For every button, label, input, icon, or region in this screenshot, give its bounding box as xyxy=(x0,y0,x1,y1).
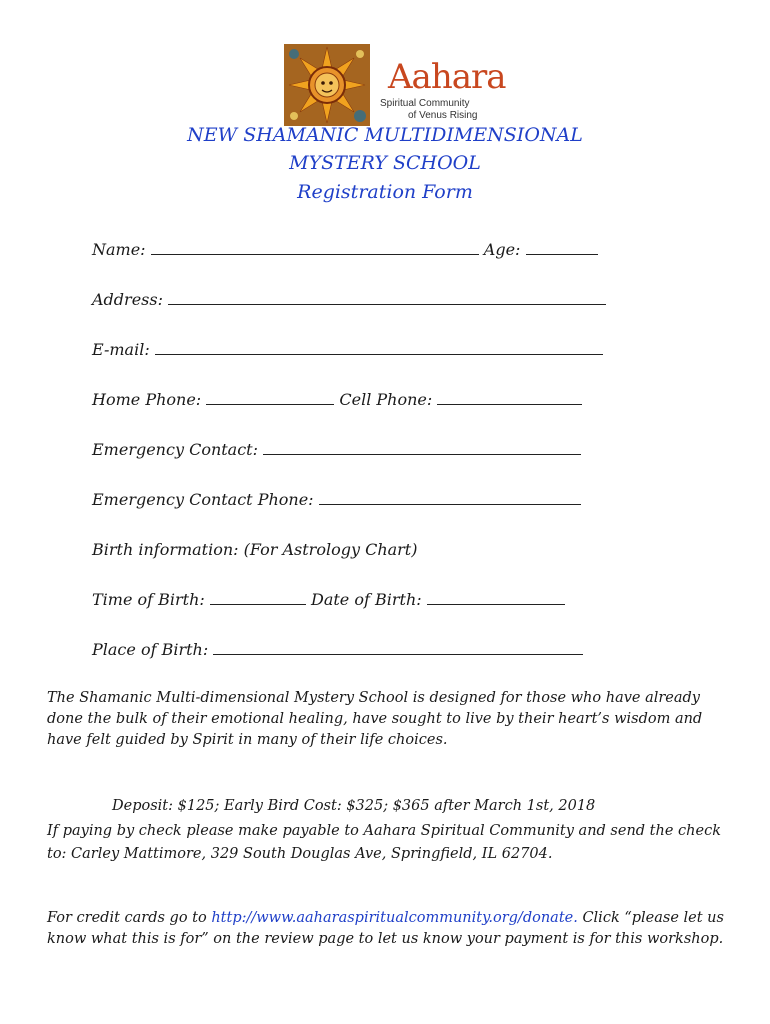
donate-link[interactable]: http://www.aaharaspiritualcommunity.org/donate. xyxy=(211,910,578,926)
form-title-line2: MYSTERY SCHOOL xyxy=(289,152,481,174)
birth-info-heading: Birth information: (For Astrology Chart) xyxy=(92,540,418,559)
pricing-line: Deposit: $125; Early Bird Cost: $325; $365 after March 1st, 2018 xyxy=(112,798,596,814)
date-of-birth-label: Date of Birth: xyxy=(311,590,422,609)
time-of-birth-field[interactable] xyxy=(210,590,306,605)
credit-card-paragraph xyxy=(47,908,737,950)
form-title-line3: Registration Form xyxy=(297,181,473,203)
time-of-birth-label: Time of Birth: xyxy=(92,590,205,609)
name-label: Name: xyxy=(92,240,146,259)
cell-phone-label: Cell Phone: xyxy=(339,390,433,409)
email-row xyxy=(92,340,603,359)
emergency-contact-row xyxy=(92,440,581,459)
email-label: E-mail: xyxy=(92,340,150,359)
address-row xyxy=(92,290,606,309)
age-label: Age: xyxy=(483,240,521,259)
brand-tagline-2: of Venus Rising xyxy=(408,110,478,121)
brand-tagline-1: Spiritual Community xyxy=(380,98,470,109)
emergency-contact-label: Emergency Contact: xyxy=(92,440,258,459)
age-field[interactable] xyxy=(526,240,598,255)
address-field[interactable] xyxy=(168,290,606,305)
description-paragraph: The Shamanic Multi-dimensional Mystery School is designed for those who have already done the bulk of their emotional healing, have sought to live by their heart’s wisdom and have felt guided by Spirit in many of their life choices. xyxy=(47,690,703,748)
phone-row xyxy=(92,390,582,409)
place-of-birth-field[interactable] xyxy=(213,640,583,655)
date-of-birth-field[interactable] xyxy=(427,590,565,605)
credit-suffix: Click “please let us know what this is for” on the review page to let us know your payment is for this workshop. xyxy=(47,910,724,947)
name-row xyxy=(92,240,598,259)
address-label: Address: xyxy=(92,290,163,309)
emergency-phone-row xyxy=(92,490,581,509)
cell-phone-field[interactable] xyxy=(437,390,582,405)
emergency-contact-field[interactable] xyxy=(263,440,581,455)
place-of-birth-row xyxy=(92,640,583,659)
sun-mandala-icon xyxy=(284,44,370,126)
form-title-line1: NEW SHAMANIC MULTIDIMENSIONAL xyxy=(187,124,583,146)
emergency-phone-field[interactable] xyxy=(319,490,581,505)
emergency-phone-label: Emergency Contact Phone: xyxy=(92,490,314,509)
email-field[interactable] xyxy=(155,340,603,355)
birth-time-row xyxy=(92,590,565,609)
home-phone-field[interactable] xyxy=(206,390,334,405)
name-field[interactable] xyxy=(151,240,479,255)
brand-logo-text: Aahara xyxy=(388,57,506,97)
check-payment-paragraph: If paying by check please make payable to Aahara Spiritual Community and send the check to: Carley Mattimore, 329 South Douglas Ave, Springfield, IL 62704. xyxy=(47,823,721,862)
credit-prefix: For credit cards go to xyxy=(47,910,212,926)
home-phone-label: Home Phone: xyxy=(92,390,202,409)
place-of-birth-label: Place of Birth: xyxy=(92,640,209,659)
